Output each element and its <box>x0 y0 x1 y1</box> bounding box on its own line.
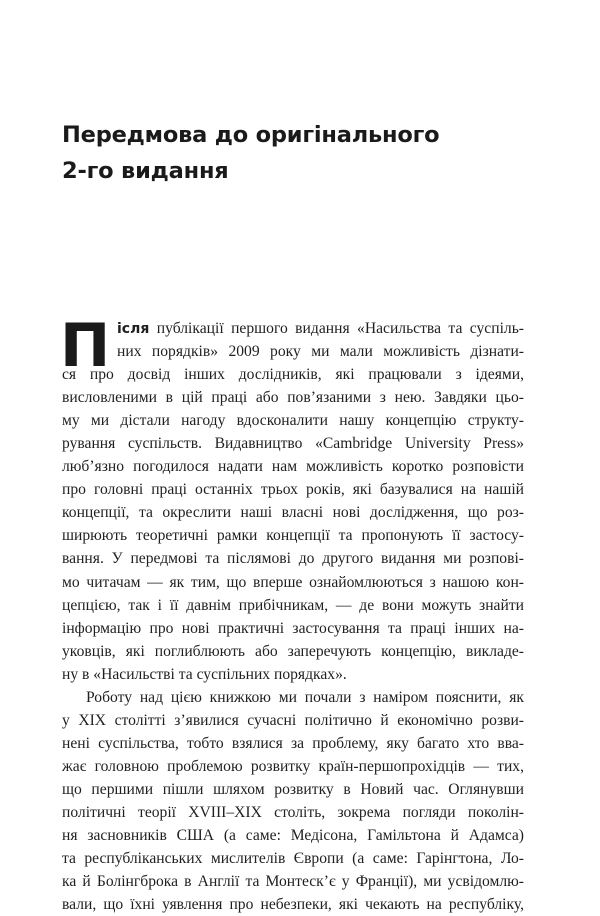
text-line: ка й Болінгброка в Англії та Монтеск’є у Франції), ми усвідомлю- <box>62 873 524 891</box>
text-line: уковців, які поглиблюють або заперечують концепцію, викладе- <box>62 642 524 660</box>
text-line: цепцією, так і її давнім прибічникам, — де вони можуть знайти <box>62 596 524 614</box>
text-line: люб’язно погодилося надати нам можливість коротко розповісти <box>62 458 524 476</box>
text-line: інформацію про нові практичні застосування та праці інших на- <box>62 619 524 637</box>
text-line: му ми дістали нагоду вдосконалити нашу концепцію структу- <box>62 412 524 430</box>
paragraph-1 <box>60 311 524 686</box>
chapter-title <box>62 117 532 189</box>
text-line: нені суспільства, тобто взялися за проблему, яку багато хто вва- <box>62 734 524 752</box>
body-text <box>60 311 524 916</box>
text-line: ня засновників США (а саме: Медісона, Гамільтона й Адамса) <box>62 827 524 845</box>
text-line: про головні праці останніх трьох років, які базувалися на нашій <box>62 481 524 499</box>
text-line: жає головною проблемою розвитку країн-першопрохідців — тих, <box>62 757 524 775</box>
text-line: політичні теорії XVIII–XIX століть, зокрема погляди поколін- <box>62 803 524 821</box>
text-line: у XIX столітті з’явилися сучасні політично й економічно розви- <box>62 711 524 729</box>
text-line: ну в «Насильстві та суспільних порядках». <box>62 665 347 683</box>
text-line: Роботу над цією книжкою ми почали з наміром пояснити, як <box>86 688 524 706</box>
text-line: мо читачам — як тим, що вперше ознайомлюються з нашою кон- <box>62 573 524 591</box>
text-line: що першими пішли шляхом розвитку в Новий час. Оглянувши <box>62 780 524 798</box>
text-line: ширюють теоретичні рамки концепції та пропонують її застосу- <box>62 527 524 545</box>
text-line: них порядків» 2009 року ми мали можливість дізнати- <box>117 343 524 361</box>
chapter-title-line-1: Передмова до оригінального <box>62 122 440 148</box>
drop-cap-letter: П <box>60 311 111 381</box>
text-line: вали, що їхні уявлення про небезпеки, які чекають на республіку, <box>62 896 524 914</box>
text-line: вання. У передмові та післямові до другого видання ми розпові- <box>62 550 524 568</box>
paragraph-2 <box>62 686 524 916</box>
text-line: рування суспільств. Видавництво «Cambridge University Press» <box>62 435 524 453</box>
drop-cap-lead-word: ісля <box>117 321 150 337</box>
line-text: публікації першого видання «Насильства та суспіль- <box>149 320 524 337</box>
text-line <box>62 317 524 340</box>
text-line: та республіканських мислителів Європи (а саме: Гарінгтона, Ло- <box>62 850 524 868</box>
text-line: ся про досвід інших дослідників, які працювали з ідеями, <box>62 366 524 384</box>
chapter-title-line-2: 2-го видання <box>62 158 229 184</box>
text-line: висловленими в цій праці або пов’язаними з нею. Завдяки цьо- <box>62 389 524 407</box>
text-line: концепції, та окреслити наші власні нові дослідження, що роз- <box>62 504 524 522</box>
